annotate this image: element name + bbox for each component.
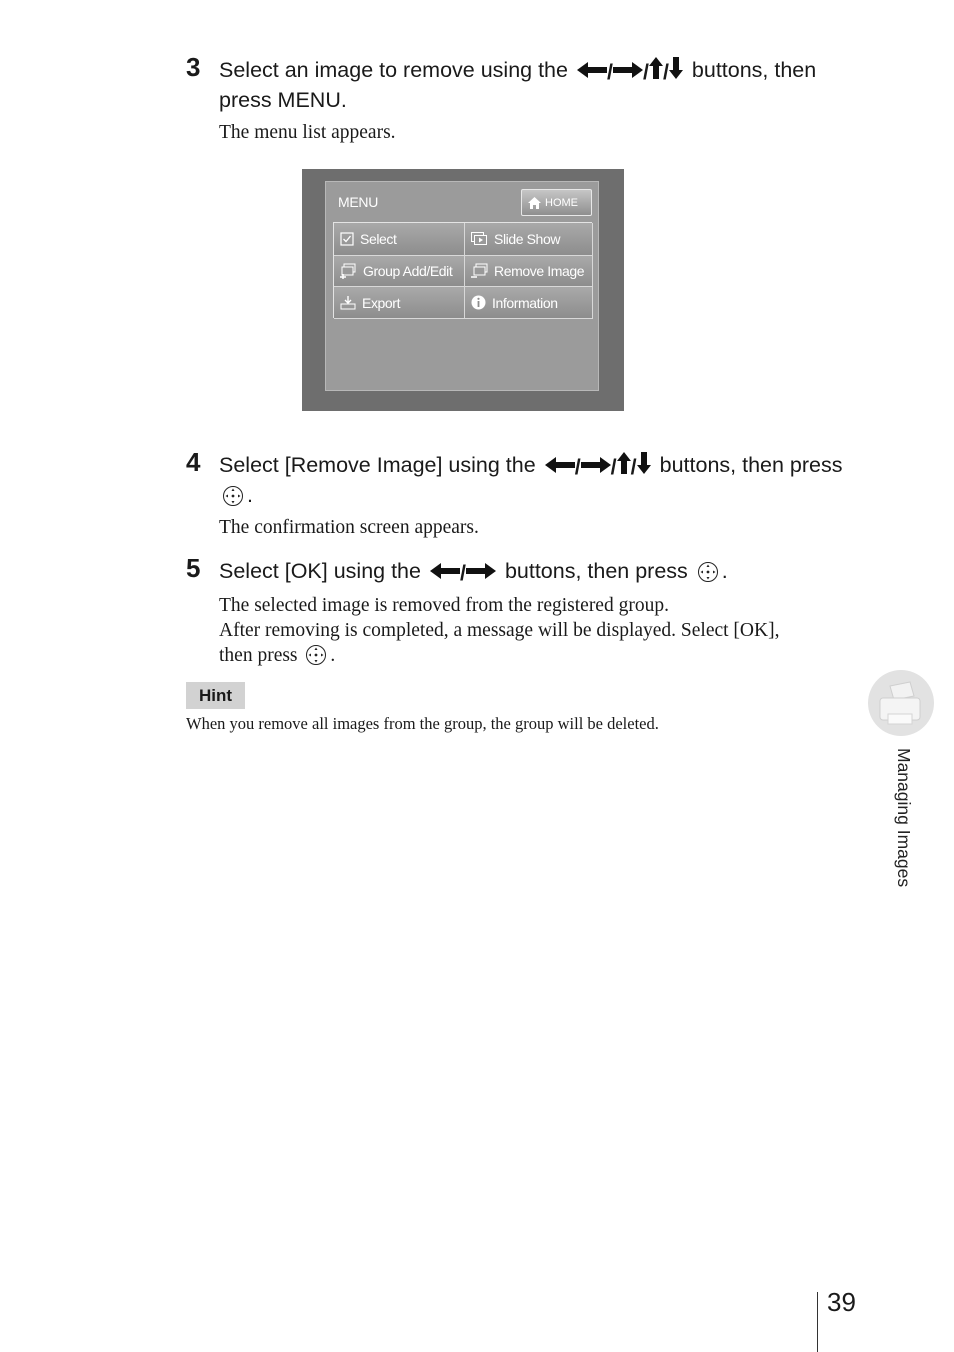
hint-text: When you remove all images from the group, the group will be deleted.: [186, 714, 659, 733]
remove-image-icon: [471, 263, 488, 279]
step-note: The menu list appears.: [219, 122, 396, 143]
info-icon: [471, 295, 486, 310]
step-instruction: Select [OK] using the / buttons, then press .: [219, 559, 728, 585]
step-note: The selected image is removed from the registered group. After removing is completed, a message will be displayed. Select [OK], then press .: [219, 595, 780, 666]
step-number: 5: [186, 553, 201, 583]
step-note: The confirmation screen appears.: [219, 517, 479, 538]
group-add-icon: [340, 263, 357, 279]
menu-grid: [333, 222, 592, 318]
section-tab: Managing Images: [894, 748, 914, 888]
hint-badge: Hint: [186, 682, 245, 709]
checkbox-icon: [340, 232, 354, 246]
home-button: HOME: [521, 189, 592, 216]
slideshow-icon: [471, 232, 488, 246]
step-3: [186, 52, 866, 145]
menu-panel: [325, 181, 599, 391]
menu-item-export: Export: [334, 287, 465, 319]
page-number: 39: [827, 1287, 856, 1317]
printer-icon: [868, 670, 934, 736]
menu-item-select: Select: [334, 223, 465, 256]
left-right-up-down-arrows-icon: / / /: [545, 452, 651, 481]
home-icon: [528, 197, 541, 209]
export-icon: [340, 295, 356, 310]
menu-item-slide-show: Slide Show: [465, 223, 593, 256]
enter-button-icon: [222, 485, 244, 507]
menu-item-group-add-edit: Group Add/Edit: [334, 256, 465, 287]
menu-screenshot: [302, 169, 624, 411]
step-number: 4: [186, 447, 201, 477]
left-right-arrows-icon: /: [430, 559, 496, 587]
step-number: 3: [186, 52, 201, 82]
step-5: [186, 553, 866, 668]
page-number-rule: [817, 1292, 818, 1352]
menu-item-remove-image: Remove Image: [465, 256, 593, 287]
step-instruction: Select an image to remove using the / / / buttons, then press MENU.: [219, 58, 817, 112]
left-right-up-down-arrows-icon: / / /: [577, 57, 683, 86]
menu-item-information: Information: [465, 287, 593, 319]
menu-title: MENU: [338, 194, 379, 210]
enter-button-icon: [305, 644, 327, 666]
enter-button-icon: [697, 561, 719, 583]
step-4: [186, 447, 866, 540]
step-instruction: Select [Remove Image] using the / / / buttons, then press .: [219, 453, 843, 507]
